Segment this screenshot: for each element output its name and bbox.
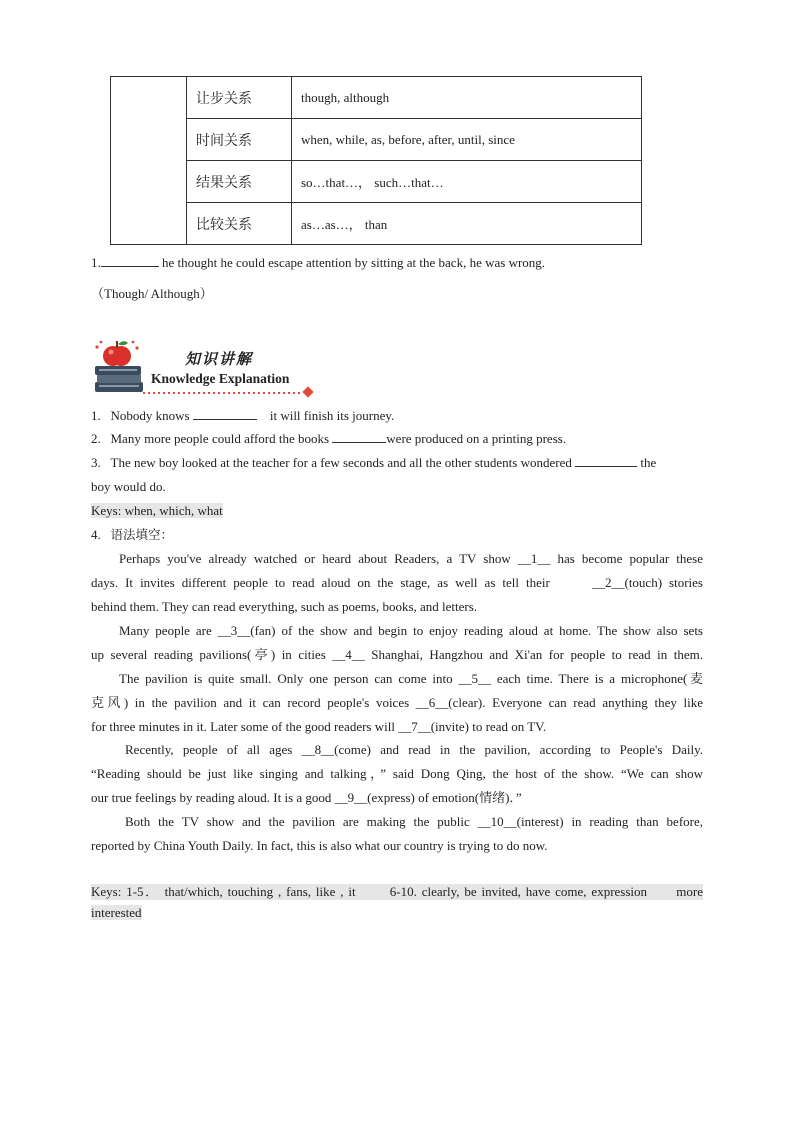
exercise-text: the [637, 455, 657, 470]
exercise-text: Many more people could afford the books [110, 431, 333, 446]
relation-type: 结果关系 [187, 161, 292, 203]
passage-line: Both the TV show and the pavilion are making the public __10__(interest) in reading than before, [125, 814, 703, 829]
keys-text: interested [91, 905, 142, 920]
keys-text: Keys: when, which, what [91, 503, 223, 518]
answer-blank [332, 431, 386, 443]
answer-blank [575, 455, 637, 467]
exercise-text: The new boy looked at the teacher for a few seconds and all the other students wondered [110, 455, 576, 470]
exercise-text: Nobody knows [110, 408, 193, 423]
passage-line: reported by China Youth Daily. In fact, this is also what our country is trying to do now. [91, 838, 548, 853]
relation-type: 时间关系 [187, 119, 292, 161]
passage-line: The pavilion is quite small. Only one person can come into __5__ each time. There is a microphone(麦 [119, 671, 703, 686]
answer-blank [101, 255, 159, 267]
table-row [111, 119, 642, 161]
exercise-number: 4. [91, 527, 101, 542]
relation-type: 让步关系 [187, 77, 292, 119]
table-row [111, 161, 642, 203]
keys-1 [91, 503, 223, 519]
keys-2-continuation [91, 905, 142, 921]
exercise-1 [91, 408, 703, 424]
passage-line: Many people are __3__(fan) of the show and begin to enjoy reading aloud at home. The show also sets [119, 623, 703, 638]
exercise-4 [91, 527, 703, 543]
exercise-3-continuation: boy would do. [91, 479, 166, 494]
relation-table [110, 76, 642, 245]
keys-2-line: Keys: 1-5． that/which, touching , fans, like , it 6-10. clearly, be invited, have come, expression more [91, 884, 703, 899]
table-cell-empty [111, 77, 187, 245]
relation-type: 比较关系 [187, 203, 292, 245]
table-row [111, 203, 642, 245]
exercise-number: 1. [91, 408, 101, 423]
passage-line: Perhaps you've already watched or heard about Readers, a TV show __1__ has become popular these [119, 551, 703, 566]
exercise-text: it will finish its journey. [256, 408, 395, 423]
exercise-3 [91, 455, 703, 471]
table-row [111, 77, 642, 119]
passage-line: our true feelings by reading aloud. It is a good __9__(express) of emotion(情绪)．” [91, 790, 522, 805]
example-text: he thought he could escape attention by sitting at the back, he was wrong. [158, 255, 546, 270]
passage-line: “Reading should be just like singing and talking，” said Dong Qing, the host of the show. “We can show [91, 766, 703, 781]
banner-title-cn: 知识讲解 [185, 350, 254, 368]
example-sentence [91, 255, 703, 271]
relation-words: when, while, as, before, after, until, since [292, 119, 642, 161]
exercise-number: 3. [91, 455, 101, 470]
exercise-label: 语法填空： [110, 527, 174, 542]
exercise-number: 2. [91, 431, 101, 446]
knowledge-banner [91, 338, 321, 400]
example-number: 1. [91, 255, 101, 270]
passage-line: behind them. They can read everything, such as poems, books, and letters. [91, 599, 478, 614]
relation-words: as…as…， than [292, 203, 642, 245]
exercise-2 [91, 431, 703, 447]
passage-line: for three minutes in it. Later some of the good readers will __7__(invite) to read on TV. [91, 719, 547, 734]
passage-line: up several reading pavilions(亭) in cities __4__ Shanghai, Hangzhou and Xi'an for people to read in them. [91, 647, 703, 662]
passage-line: days. It invites different people to read aloud on the stage, as well as tell their __2__(touch) stories [91, 575, 703, 590]
passage-line: Recently, people of all ages __8__(come) and read in the pavilion, according to People's Daily. [125, 742, 703, 757]
answer-blank [193, 408, 257, 420]
banner-title-en: Knowledge Explanation [151, 371, 290, 386]
exercise-text: were produced on a printing press. [386, 431, 567, 446]
relation-words: so…that…， such…that… [292, 161, 642, 203]
passage-line: 克风) in the pavilion and it can record people's voices __6__(clear). Everyone can read anything they like [91, 695, 703, 710]
relation-words: though, although [292, 77, 642, 119]
example-answer: （Though/ Although） [91, 286, 213, 301]
